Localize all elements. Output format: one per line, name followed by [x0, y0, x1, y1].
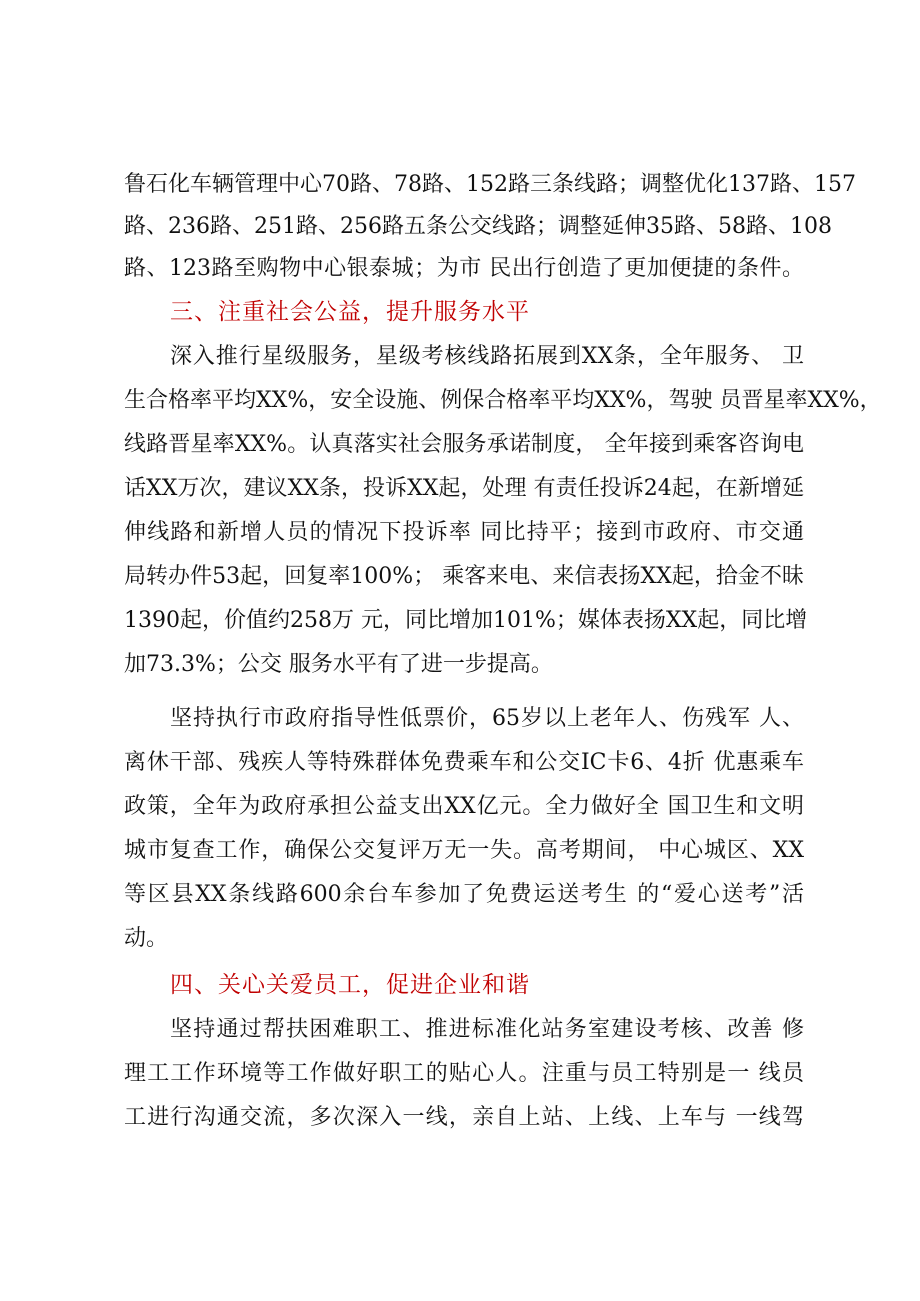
s3p1-line-7: 1390起，价值约258万 元，同比增加101%；媒体表扬XX起，同比增: [124, 608, 808, 633]
s3p1-line-4: 话XX万次，建议XX条，投诉XX起，处理 有责任投诉24起，在新增延: [124, 476, 804, 501]
s3p1-line-5: 伸线路和新增人员的情况下投诉率 同比持平；接到市政府、市交通: [124, 520, 804, 545]
intro-line-3: 路、123路至购物中心银泰城；为市 民出行创造了更加便捷的条件。: [124, 256, 804, 281]
s3p2-line-6: 动。: [124, 926, 169, 951]
s4p1-line-3: 工进行沟通交流，多次深入一线，亲自上站、上线、上车与 一线驾: [124, 1105, 804, 1130]
s3p1-line-3: 线路晋星率XX%。认真落实社会服务承诺制度， 全年接到乘客咨询电: [124, 432, 804, 457]
s4p1-line-1: 坚持通过帮扶困难职工、推进标准化站务室建设考核、改善 修: [170, 1017, 804, 1042]
s3p1-line-1: 深入推行星级服务，星级考核线路拓展到XX条，全年服务、 卫: [170, 344, 804, 369]
intro-line-2: 路、236路、251路、256路五条公交线路；调整延伸35路、58路、108: [124, 214, 832, 239]
s3p1-line-8: 加73.3%；公交 服务水平有了进一步提高。: [124, 652, 553, 677]
s4p1-line-2: 理工工作环境等工作做好职工的贴心人。注重与员工特别是一 线员: [124, 1061, 804, 1086]
s3p1-line-6: 局转办件53起，回复率100%； 乘客来电、来信表扬XX起，拾金不昧: [124, 564, 804, 589]
s3p2-line-2: 离休干部、残疾人等特殊群体免费乘车和公交IC卡6、4折 优惠乘车: [124, 750, 804, 775]
intro-line-1: 鲁石化车辆管理中心70路、78路、152路三条线路；调整优化137路、157: [124, 172, 856, 197]
section3-heading: 三、注重社会公益，提升服务水平: [170, 299, 530, 325]
s3p2-line-1: 坚持执行市政府指导性低票价，65岁以上老年人、伤残军 人、: [170, 706, 804, 731]
section4-heading: 四、关心关爱员工，促进企业和谐: [170, 972, 530, 998]
s3p2-line-3: 政策，全年为政府承担公益支出XX亿元。全力做好全 国卫生和文明: [124, 794, 804, 819]
s3p2-line-5: 等区县XX条线路600余台车参加了免费运送考生 的“爱心送考”活: [124, 882, 804, 907]
s3p1-line-2: 生合格率平均XX%，安全设施、例保合格率平均XX%，驾驶 员晋星率XX%，: [124, 388, 882, 413]
s3p2-line-4: 城市复查工作，确保公交复评万无一失。高考期间， 中心城区、XX: [124, 838, 804, 863]
